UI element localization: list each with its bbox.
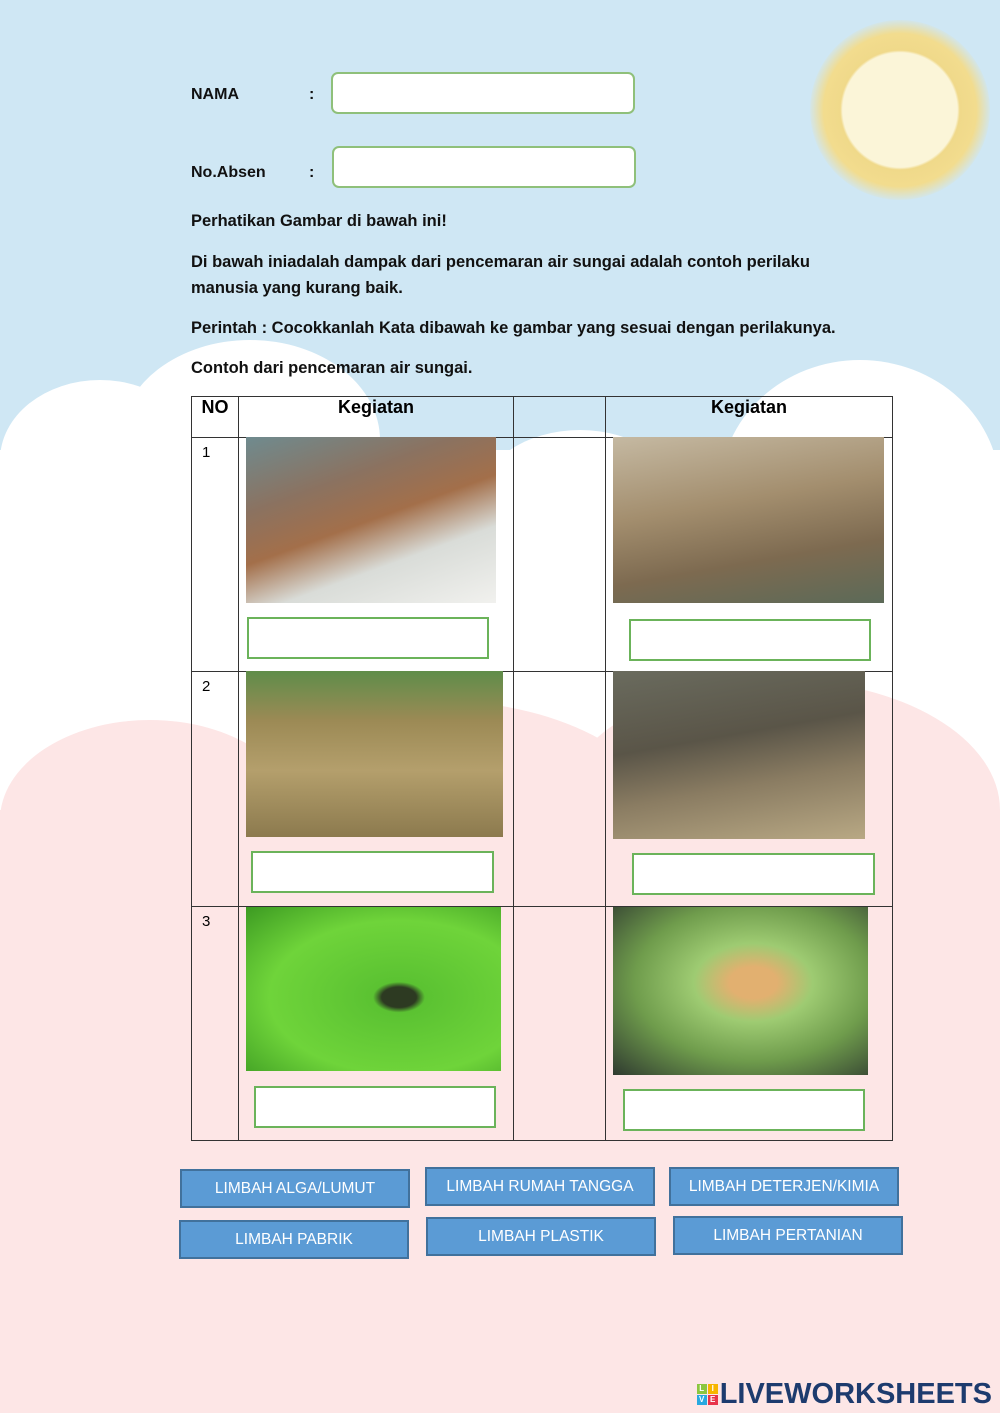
- absen-label: No.Absen: [191, 164, 266, 181]
- colon: :: [309, 164, 315, 181]
- answer-box-2-right[interactable]: [632, 853, 875, 895]
- factory-pipe-image: [246, 437, 496, 603]
- instruction-4: Contoh dari pencemaran air sungai.: [191, 359, 473, 377]
- option-pabrik[interactable]: LIMBAH PABRIK: [179, 1220, 409, 1259]
- logo-text: LIVEWORKSHEETS: [719, 1378, 992, 1410]
- answer-box-3-left[interactable]: [254, 1086, 496, 1128]
- name-label: NAMA: [191, 86, 239, 103]
- header-blank: [514, 397, 606, 438]
- option-deterjen-kimia[interactable]: LIMBAH DETERJEN/KIMIA: [669, 1167, 899, 1206]
- name-input[interactable]: [331, 72, 635, 114]
- header-kegiatan: Kegiatan: [239, 397, 514, 438]
- answer-box-1-left[interactable]: [247, 617, 489, 659]
- option-pertanian[interactable]: LIMBAH PERTANIAN: [673, 1216, 903, 1255]
- instruction-3: Perintah : Cocokkanlah Kata dibawah ke gambar yang sesuai dengan perilakunya.: [191, 319, 836, 337]
- colon: :: [309, 86, 315, 103]
- header-kegiatan: Kegiatan: [606, 397, 893, 438]
- trash-river-image: [613, 437, 884, 603]
- option-rumah-tangga[interactable]: LIMBAH RUMAH TANGGA: [425, 1167, 655, 1206]
- row-number: 3: [192, 907, 239, 1141]
- washing-clothes-image: [613, 671, 865, 839]
- absen-input[interactable]: [332, 146, 636, 188]
- goose-algae-image: [246, 907, 501, 1071]
- rice-straw-image: [246, 671, 503, 837]
- option-alga-lumut[interactable]: LIMBAH ALGA/LUMUT: [180, 1169, 410, 1208]
- answer-box-3-right[interactable]: [623, 1089, 865, 1131]
- food-waste-image: [613, 907, 868, 1075]
- option-plastik[interactable]: LIMBAH PLASTIK: [426, 1217, 656, 1256]
- answer-box-1-right[interactable]: [629, 619, 871, 661]
- instruction-2: Di bawah iniadalah dampak dari pencemaran air sungai adalah contoh perilaku manusia yang kurang baik.: [191, 253, 810, 297]
- row-number: 2: [192, 672, 239, 907]
- logo-icon: L I V E: [697, 1384, 718, 1405]
- instruction-1: Perhatikan Gambar di bawah ini!: [191, 212, 447, 230]
- liveworksheets-logo: [697, 1378, 992, 1411]
- row-number: 1: [192, 438, 239, 672]
- header-no: NO: [192, 397, 239, 438]
- answer-box-2-left[interactable]: [251, 851, 494, 893]
